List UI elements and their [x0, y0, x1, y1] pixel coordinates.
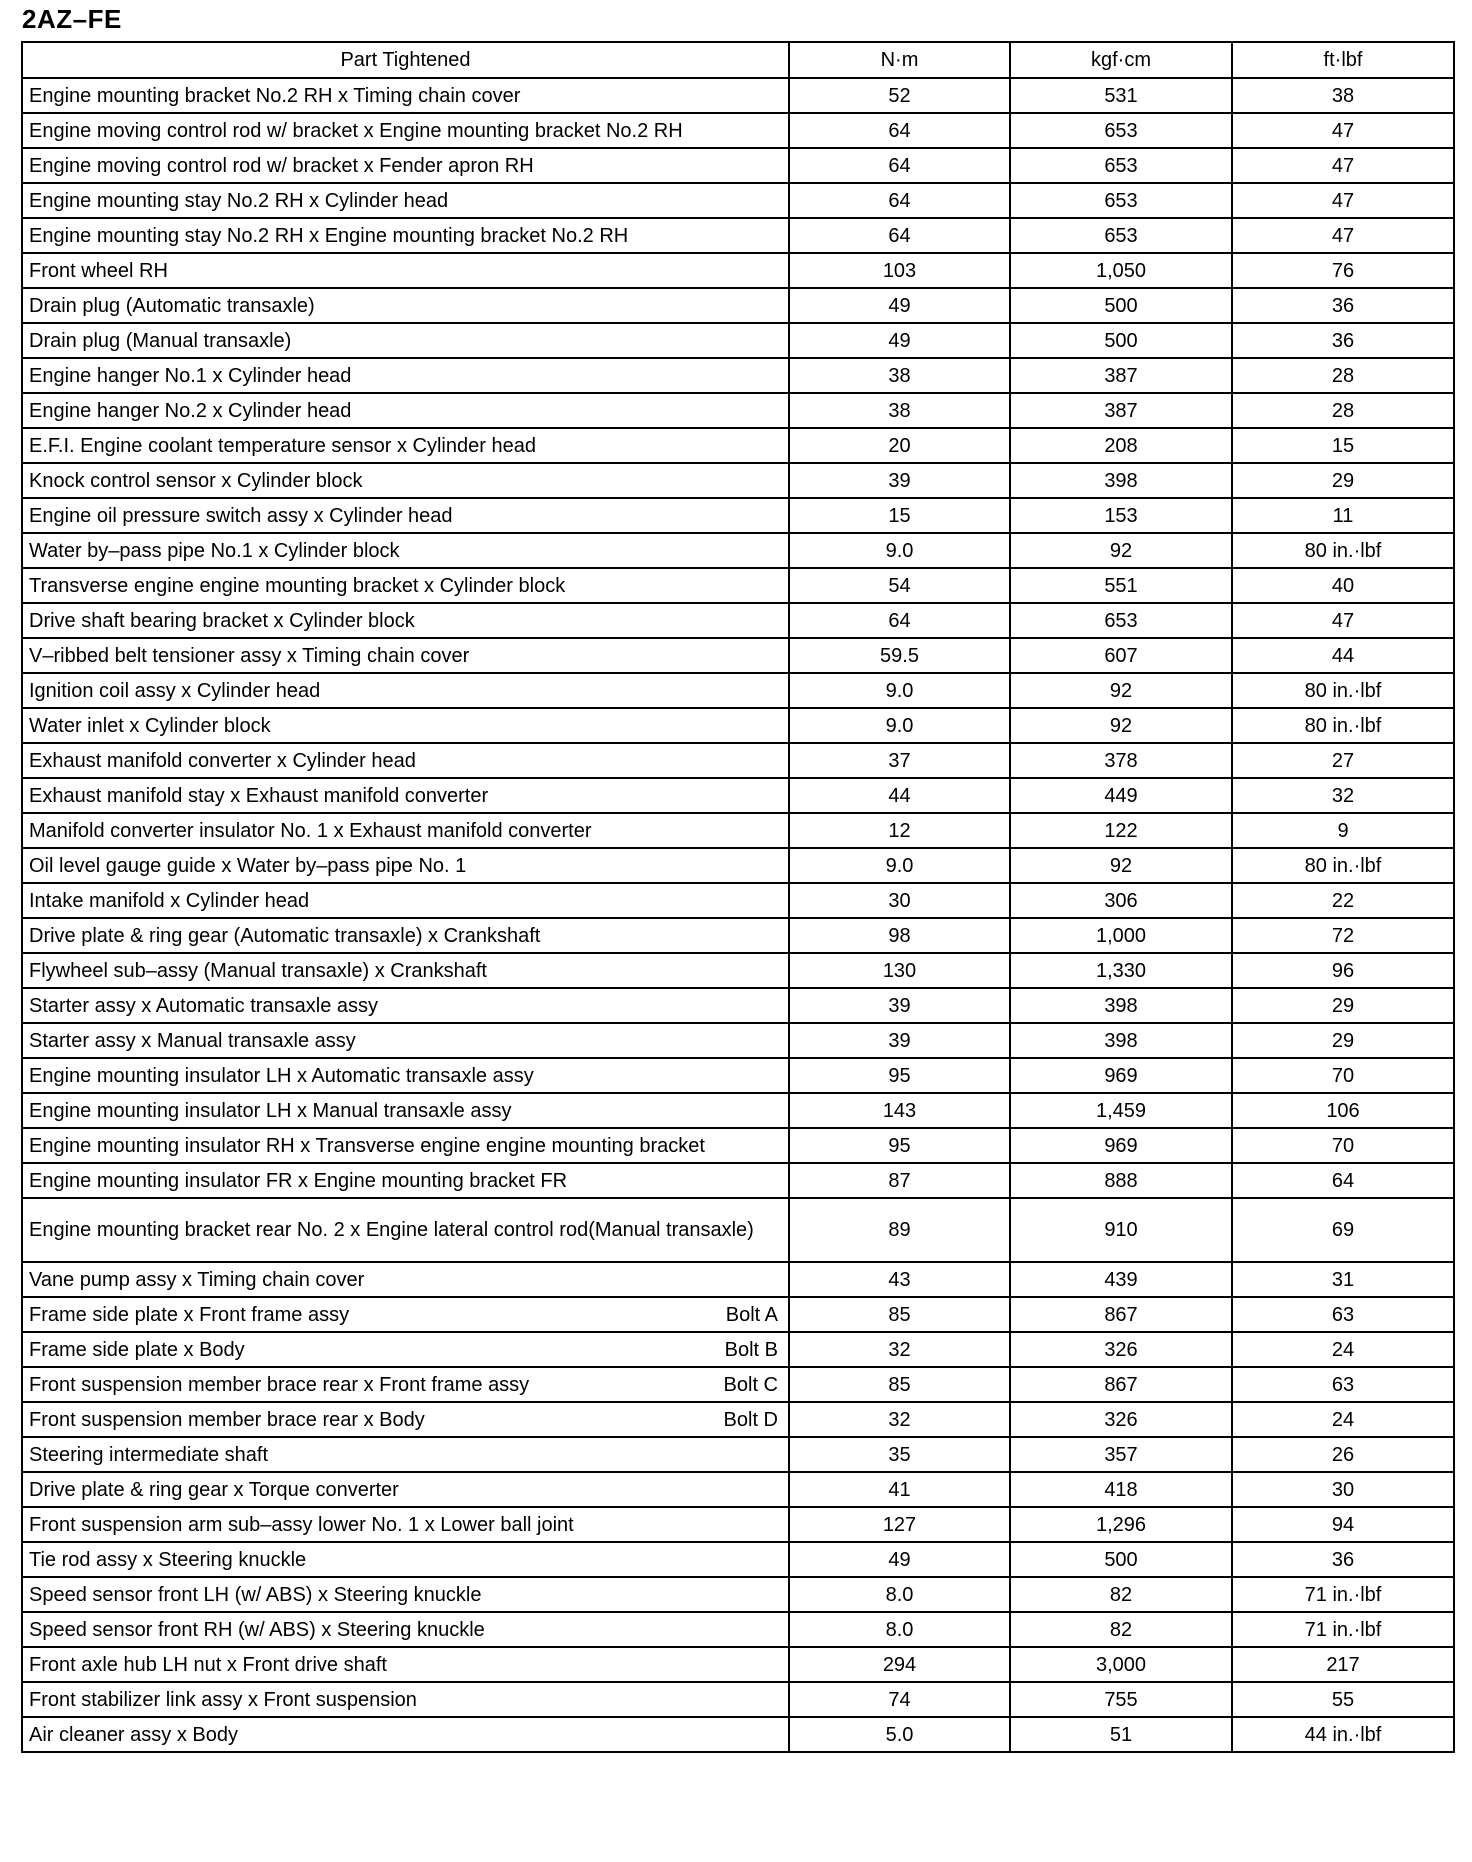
part-name: Exhaust manifold stay x Exhaust manifold converter [29, 784, 489, 807]
table-row [22, 1198, 1454, 1262]
cell-kgf-cm: 653 [1010, 148, 1232, 183]
table-row [22, 253, 1454, 288]
bolt-label: Bolt B [724, 1338, 778, 1361]
cell-nm: 9.0 [789, 533, 1010, 568]
cell-nm: 30 [789, 883, 1010, 918]
part-name: Engine mounting stay No.2 RH x Engine mounting bracket No.2 RH [29, 224, 629, 247]
cell-nm: 49 [789, 1542, 1010, 1577]
part-name: Intake manifold x Cylinder head [29, 889, 310, 912]
cell-part-tightened [22, 1437, 789, 1472]
table-row [22, 813, 1454, 848]
cell-part-tightened [22, 638, 789, 673]
part-name: Frame side plate x Front frame assy [29, 1303, 350, 1326]
cell-ft-lbf: 24 [1232, 1402, 1454, 1437]
cell-part-tightened [22, 1093, 789, 1128]
cell-ft-lbf: 32 [1232, 778, 1454, 813]
cell-kgf-cm: 500 [1010, 1542, 1232, 1577]
table-row [22, 1717, 1454, 1752]
cell-ft-lbf: 29 [1232, 1023, 1454, 1058]
cell-ft-lbf: 64 [1232, 1163, 1454, 1198]
cell-part-tightened [22, 953, 789, 988]
cell-kgf-cm: 357 [1010, 1437, 1232, 1472]
page-title: 2AZ–FE [22, 4, 122, 34]
cell-ft-lbf: 72 [1232, 918, 1454, 953]
table-row [22, 708, 1454, 743]
part-name: Speed sensor front LH (w/ ABS) x Steering knuckle [29, 1583, 482, 1606]
table-row [22, 918, 1454, 953]
cell-part-tightened [22, 1023, 789, 1058]
cell-part-tightened [22, 1612, 789, 1647]
cell-kgf-cm: 867 [1010, 1367, 1232, 1402]
table-row [22, 603, 1454, 638]
part-name: Steering intermediate shaft [29, 1443, 269, 1466]
cell-part-tightened [22, 1542, 789, 1577]
cell-kgf-cm: 153 [1010, 498, 1232, 533]
cell-part-tightened [22, 673, 789, 708]
cell-kgf-cm: 653 [1010, 603, 1232, 638]
cell-part-tightened [22, 918, 789, 953]
cell-part-tightened [22, 463, 789, 498]
table-row [22, 1163, 1454, 1198]
table-row [22, 1058, 1454, 1093]
cell-ft-lbf: 24 [1232, 1332, 1454, 1367]
table-row [22, 1437, 1454, 1472]
cell-kgf-cm: 551 [1010, 568, 1232, 603]
part-name: Front suspension member brace rear x Body [29, 1408, 425, 1431]
cell-part-tightened [22, 253, 789, 288]
cell-part-tightened [22, 323, 789, 358]
cell-nm: 9.0 [789, 673, 1010, 708]
cell-part-tightened [22, 1577, 789, 1612]
cell-kgf-cm: 208 [1010, 428, 1232, 463]
table-row [22, 113, 1454, 148]
cell-nm: 38 [789, 393, 1010, 428]
cell-nm: 103 [789, 253, 1010, 288]
table-row [22, 778, 1454, 813]
cell-kgf-cm: 449 [1010, 778, 1232, 813]
cell-ft-lbf: 44 [1232, 638, 1454, 673]
cell-nm: 44 [789, 778, 1010, 813]
part-name: Drive plate & ring gear (Automatic transaxle) x Crankshaft [29, 924, 541, 947]
part-name: Knock control sensor x Cylinder block [29, 469, 363, 492]
part-name: Engine mounting bracket No.2 RH x Timing chain cover [29, 84, 521, 107]
cell-ft-lbf: 31 [1232, 1262, 1454, 1297]
cell-nm: 130 [789, 953, 1010, 988]
cell-ft-lbf: 55 [1232, 1682, 1454, 1717]
cell-kgf-cm: 82 [1010, 1577, 1232, 1612]
part-name: Oil level gauge guide x Water by–pass pipe No. 1 [29, 854, 467, 877]
table-row [22, 568, 1454, 603]
cell-nm: 32 [789, 1332, 1010, 1367]
part-name: V–ribbed belt tensioner assy x Timing chain cover [29, 644, 470, 667]
table-row [22, 1577, 1454, 1612]
cell-ft-lbf: 96 [1232, 953, 1454, 988]
cell-part-tightened [22, 708, 789, 743]
table-row [22, 533, 1454, 568]
part-name: Engine hanger No.1 x Cylinder head [29, 364, 352, 387]
cell-ft-lbf: 69 [1232, 1198, 1454, 1262]
cell-kgf-cm: 51 [1010, 1717, 1232, 1752]
cell-ft-lbf: 9 [1232, 813, 1454, 848]
part-name: Speed sensor front RH (w/ ABS) x Steering knuckle [29, 1618, 485, 1641]
cell-part-tightened [22, 1367, 789, 1402]
cell-kgf-cm: 1,296 [1010, 1507, 1232, 1542]
cell-nm: 37 [789, 743, 1010, 778]
part-name: Transverse engine engine mounting bracket x Cylinder block [29, 574, 566, 597]
cell-nm: 95 [789, 1128, 1010, 1163]
table-row [22, 1542, 1454, 1577]
part-name: Frame side plate x Body [29, 1338, 245, 1361]
table-row [22, 1297, 1454, 1332]
cell-kgf-cm: 653 [1010, 218, 1232, 253]
cell-part-tightened [22, 1507, 789, 1542]
cell-part-tightened [22, 813, 789, 848]
table-row [22, 1402, 1454, 1437]
cell-part-tightened [22, 603, 789, 638]
cell-nm: 39 [789, 988, 1010, 1023]
cell-ft-lbf: 28 [1232, 393, 1454, 428]
cell-ft-lbf: 80 in.·lbf [1232, 708, 1454, 743]
table-row [22, 78, 1454, 113]
table-row [22, 428, 1454, 463]
cell-nm: 38 [789, 358, 1010, 393]
cell-nm: 5.0 [789, 1717, 1010, 1752]
table-row [22, 1472, 1454, 1507]
cell-part-tightened [22, 393, 789, 428]
table-row [22, 183, 1454, 218]
cell-ft-lbf: 71 in.·lbf [1232, 1612, 1454, 1647]
cell-part-tightened [22, 848, 789, 883]
part-name: Engine mounting bracket rear No. 2 x Engine lateral control rod(Manual transaxle) [29, 1219, 754, 1241]
cell-part-tightened [22, 568, 789, 603]
table-row [22, 393, 1454, 428]
cell-part-tightened [22, 1163, 789, 1198]
part-name: Drain plug (Manual transaxle) [29, 329, 292, 352]
cell-kgf-cm: 306 [1010, 883, 1232, 918]
cell-ft-lbf: 217 [1232, 1647, 1454, 1682]
table-row [22, 218, 1454, 253]
part-name: Manifold converter insulator No. 1 x Exhaust manifold converter [29, 819, 592, 842]
table-row [22, 1647, 1454, 1682]
cell-part-tightened [22, 988, 789, 1023]
cell-kgf-cm: 398 [1010, 463, 1232, 498]
cell-part-tightened [22, 78, 789, 113]
part-name: Engine mounting insulator RH x Transverse engine engine mounting bracket [29, 1134, 705, 1157]
part-name: Exhaust manifold converter x Cylinder head [29, 749, 416, 772]
cell-ft-lbf: 22 [1232, 883, 1454, 918]
table-row [22, 1262, 1454, 1297]
cell-nm: 41 [789, 1472, 1010, 1507]
cell-nm: 39 [789, 1023, 1010, 1058]
cell-part-tightened [22, 1717, 789, 1752]
cell-kgf-cm: 888 [1010, 1163, 1232, 1198]
table-row [22, 1682, 1454, 1717]
cell-part-tightened [22, 288, 789, 323]
cell-kgf-cm: 500 [1010, 288, 1232, 323]
cell-nm: 127 [789, 1507, 1010, 1542]
table-row [22, 323, 1454, 358]
part-name: Front axle hub LH nut x Front drive shaft [29, 1653, 387, 1676]
table-row [22, 1367, 1454, 1402]
table-row [22, 743, 1454, 778]
part-name: Engine hanger No.2 x Cylinder head [29, 399, 352, 422]
cell-kgf-cm: 82 [1010, 1612, 1232, 1647]
table-row [22, 848, 1454, 883]
cell-part-tightened [22, 1332, 789, 1367]
cell-ft-lbf: 80 in.·lbf [1232, 533, 1454, 568]
cell-part-tightened [22, 1647, 789, 1682]
cell-part-tightened [22, 1297, 789, 1332]
cell-ft-lbf: 76 [1232, 253, 1454, 288]
cell-part-tightened [22, 1262, 789, 1297]
table-row [22, 498, 1454, 533]
cell-nm: 98 [789, 918, 1010, 953]
part-name: Water inlet x Cylinder block [29, 714, 271, 737]
part-name: Engine moving control rod w/ bracket x Engine mounting bracket No.2 RH [29, 119, 683, 142]
cell-part-tightened [22, 743, 789, 778]
cell-nm: 49 [789, 323, 1010, 358]
table-row [22, 638, 1454, 673]
part-name: Front suspension member brace rear x Front frame assy [29, 1373, 530, 1396]
cell-nm: 294 [789, 1647, 1010, 1682]
cell-nm: 49 [789, 288, 1010, 323]
cell-kgf-cm: 531 [1010, 78, 1232, 113]
cell-kgf-cm: 867 [1010, 1297, 1232, 1332]
cell-nm: 9.0 [789, 848, 1010, 883]
cell-kgf-cm: 607 [1010, 638, 1232, 673]
cell-ft-lbf: 36 [1232, 1542, 1454, 1577]
part-name: Starter assy x Automatic transaxle assy [29, 994, 379, 1017]
cell-ft-lbf: 80 in.·lbf [1232, 673, 1454, 708]
table-row [22, 1612, 1454, 1647]
cell-part-tightened [22, 358, 789, 393]
cell-part-tightened [22, 1402, 789, 1437]
cell-kgf-cm: 387 [1010, 358, 1232, 393]
cell-part-tightened [22, 778, 789, 813]
cell-part-tightened [22, 533, 789, 568]
cell-kgf-cm: 387 [1010, 393, 1232, 428]
cell-kgf-cm: 92 [1010, 533, 1232, 568]
table-row [22, 883, 1454, 918]
cell-part-tightened [22, 113, 789, 148]
cell-nm: 64 [789, 218, 1010, 253]
cell-kgf-cm: 1,050 [1010, 253, 1232, 288]
part-name: Drive shaft bearing bracket x Cylinder block [29, 609, 415, 632]
part-name: Water by–pass pipe No.1 x Cylinder block [29, 539, 400, 562]
cell-ft-lbf: 63 [1232, 1297, 1454, 1332]
cell-nm: 35 [789, 1437, 1010, 1472]
cell-ft-lbf: 47 [1232, 113, 1454, 148]
header-kgf-cm: kgf·cm [1010, 42, 1232, 78]
cell-ft-lbf: 70 [1232, 1058, 1454, 1093]
part-name: Air cleaner assy x Body [29, 1723, 238, 1746]
cell-kgf-cm: 122 [1010, 813, 1232, 848]
cell-nm: 85 [789, 1367, 1010, 1402]
part-name: Front wheel RH [29, 259, 168, 282]
header-part-tightened: Part Tightened [22, 42, 789, 78]
cell-ft-lbf: 27 [1232, 743, 1454, 778]
cell-nm: 20 [789, 428, 1010, 463]
table-row [22, 1093, 1454, 1128]
cell-nm: 89 [789, 1198, 1010, 1262]
part-name: Front stabilizer link assy x Front suspension [29, 1688, 417, 1711]
table-row [22, 1507, 1454, 1542]
cell-nm: 54 [789, 568, 1010, 603]
table-row [22, 1128, 1454, 1163]
cell-ft-lbf: 47 [1232, 148, 1454, 183]
cell-nm: 143 [789, 1093, 1010, 1128]
cell-nm: 74 [789, 1682, 1010, 1717]
header-nm: N·m [789, 42, 1010, 78]
cell-part-tightened [22, 218, 789, 253]
cell-kgf-cm: 1,330 [1010, 953, 1232, 988]
cell-nm: 85 [789, 1297, 1010, 1332]
cell-kgf-cm: 92 [1010, 708, 1232, 743]
table-row [22, 1023, 1454, 1058]
cell-nm: 32 [789, 1402, 1010, 1437]
part-name: Engine mounting insulator LH x Automatic transaxle assy [29, 1064, 534, 1087]
cell-kgf-cm: 969 [1010, 1128, 1232, 1163]
cell-part-tightened [22, 498, 789, 533]
cell-ft-lbf: 47 [1232, 183, 1454, 218]
part-name: Vane pump assy x Timing chain cover [29, 1268, 365, 1291]
cell-nm: 15 [789, 498, 1010, 533]
cell-nm: 39 [789, 463, 1010, 498]
cell-ft-lbf: 94 [1232, 1507, 1454, 1542]
cell-nm: 87 [789, 1163, 1010, 1198]
cell-kgf-cm: 653 [1010, 113, 1232, 148]
part-name: Engine mounting insulator FR x Engine mounting bracket FR [29, 1169, 568, 1192]
table-row [22, 953, 1454, 988]
cell-kgf-cm: 92 [1010, 848, 1232, 883]
cell-ft-lbf: 15 [1232, 428, 1454, 463]
cell-part-tightened [22, 1472, 789, 1507]
cell-part-tightened [22, 1682, 789, 1717]
cell-kgf-cm: 1,000 [1010, 918, 1232, 953]
part-name: Flywheel sub–assy (Manual transaxle) x Crankshaft [29, 959, 487, 982]
table-row [22, 1332, 1454, 1367]
cell-kgf-cm: 398 [1010, 1023, 1232, 1058]
cell-nm: 52 [789, 78, 1010, 113]
cell-kgf-cm: 92 [1010, 673, 1232, 708]
bolt-label: Bolt D [723, 1408, 778, 1431]
cell-nm: 64 [789, 183, 1010, 218]
cell-kgf-cm: 755 [1010, 1682, 1232, 1717]
cell-ft-lbf: 70 [1232, 1128, 1454, 1163]
cell-ft-lbf: 11 [1232, 498, 1454, 533]
cell-nm: 64 [789, 603, 1010, 638]
cell-part-tightened [22, 1128, 789, 1163]
bolt-label: Bolt A [725, 1303, 778, 1326]
cell-nm: 12 [789, 813, 1010, 848]
part-name: Engine oil pressure switch assy x Cylinder head [29, 504, 453, 527]
part-name: Starter assy x Manual transaxle assy [29, 1029, 356, 1052]
cell-kgf-cm: 3,000 [1010, 1647, 1232, 1682]
cell-ft-lbf: 30 [1232, 1472, 1454, 1507]
cell-nm: 95 [789, 1058, 1010, 1093]
cell-nm: 8.0 [789, 1612, 1010, 1647]
cell-kgf-cm: 910 [1010, 1198, 1232, 1262]
cell-ft-lbf: 40 [1232, 568, 1454, 603]
cell-nm: 9.0 [789, 708, 1010, 743]
cell-ft-lbf: 29 [1232, 463, 1454, 498]
cell-ft-lbf: 71 in.·lbf [1232, 1577, 1454, 1612]
part-name: Drive plate & ring gear x Torque converter [29, 1478, 399, 1501]
cell-ft-lbf: 26 [1232, 1437, 1454, 1472]
table-header-row [22, 42, 1454, 78]
table-row [22, 673, 1454, 708]
cell-part-tightened [22, 1198, 789, 1262]
table-row [22, 988, 1454, 1023]
cell-nm: 59.5 [789, 638, 1010, 673]
cell-kgf-cm: 418 [1010, 1472, 1232, 1507]
cell-kgf-cm: 500 [1010, 323, 1232, 358]
cell-part-tightened [22, 428, 789, 463]
part-name: E.F.I. Engine coolant temperature sensor x Cylinder head [29, 434, 536, 457]
cell-ft-lbf: 106 [1232, 1093, 1454, 1128]
table-row [22, 358, 1454, 393]
part-name: Ignition coil assy x Cylinder head [29, 679, 321, 702]
cell-ft-lbf: 38 [1232, 78, 1454, 113]
table-row [22, 148, 1454, 183]
part-name: Drain plug (Automatic transaxle) [29, 294, 315, 317]
cell-kgf-cm: 969 [1010, 1058, 1232, 1093]
cell-ft-lbf: 29 [1232, 988, 1454, 1023]
cell-part-tightened [22, 1058, 789, 1093]
cell-ft-lbf: 44 in.·lbf [1232, 1717, 1454, 1752]
table-row [22, 463, 1454, 498]
cell-part-tightened [22, 183, 789, 218]
cell-ft-lbf: 47 [1232, 218, 1454, 253]
part-name: Engine moving control rod w/ bracket x Fender apron RH [29, 154, 534, 177]
table-row [22, 288, 1454, 323]
cell-ft-lbf: 36 [1232, 288, 1454, 323]
cell-ft-lbf: 36 [1232, 323, 1454, 358]
part-name: Engine mounting stay No.2 RH x Cylinder head [29, 189, 449, 212]
bolt-label: Bolt C [723, 1373, 778, 1396]
cell-kgf-cm: 653 [1010, 183, 1232, 218]
cell-ft-lbf: 47 [1232, 603, 1454, 638]
cell-kgf-cm: 439 [1010, 1262, 1232, 1297]
cell-nm: 8.0 [789, 1577, 1010, 1612]
cell-ft-lbf: 28 [1232, 358, 1454, 393]
cell-nm: 64 [789, 148, 1010, 183]
cell-part-tightened [22, 148, 789, 183]
cell-nm: 43 [789, 1262, 1010, 1297]
cell-ft-lbf: 80 in.·lbf [1232, 848, 1454, 883]
part-name: Engine mounting insulator LH x Manual transaxle assy [29, 1099, 512, 1122]
cell-kgf-cm: 1,459 [1010, 1093, 1232, 1128]
cell-nm: 64 [789, 113, 1010, 148]
cell-kgf-cm: 378 [1010, 743, 1232, 778]
part-name: Front suspension arm sub–assy lower No. 1 x Lower ball joint [29, 1513, 574, 1536]
part-name: Tie rod assy x Steering knuckle [29, 1548, 307, 1571]
cell-kgf-cm: 398 [1010, 988, 1232, 1023]
cell-ft-lbf: 63 [1232, 1367, 1454, 1402]
torque-spec-table [21, 41, 1455, 1753]
cell-kgf-cm: 326 [1010, 1332, 1232, 1367]
cell-kgf-cm: 326 [1010, 1402, 1232, 1437]
header-ft-lbf: ft·lbf [1232, 42, 1454, 78]
cell-part-tightened [22, 883, 789, 918]
table-body [22, 78, 1454, 1752]
